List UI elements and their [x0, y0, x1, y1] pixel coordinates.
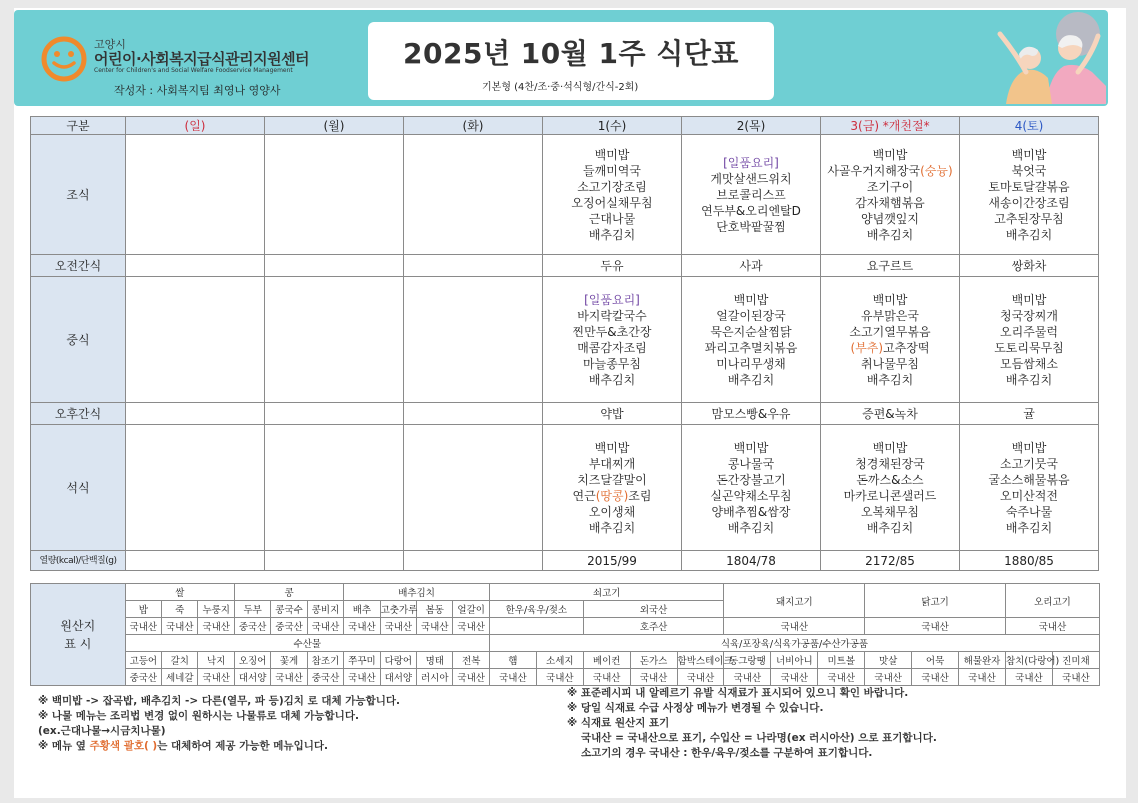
meal-cell — [543, 135, 682, 255]
origin-value: 국내산 — [417, 618, 453, 635]
substitute-option: (숭늉) — [920, 163, 953, 178]
notes-left — [38, 694, 400, 754]
origin-row — [31, 618, 1100, 635]
menu-item: 고추된장무침 — [994, 211, 1064, 226]
origin-item: 고춧가루 — [380, 601, 416, 618]
menu-item: 백미밥 — [1011, 440, 1047, 455]
origin-value: 국내산 — [198, 618, 234, 635]
origin-item: 함박스테이크 — [677, 652, 724, 669]
menu-item: 배추김치 — [866, 520, 914, 535]
origin-item: 얼갈이 — [453, 601, 489, 618]
origin-value: 국내산 — [1052, 669, 1099, 686]
origin-item: 쭈꾸미 — [344, 652, 380, 669]
snack-cell — [265, 403, 404, 425]
snack-cell — [404, 255, 543, 277]
menu-item: 오미산적전 — [1000, 488, 1058, 503]
snack-cell: 쌍화차 — [960, 255, 1099, 277]
menu-item: 유부맑은국 — [861, 308, 919, 323]
origin-item: 죽 — [162, 601, 198, 618]
menu-item: 단호박팥꿀찜 — [716, 219, 786, 234]
meal-cell — [265, 135, 404, 255]
menu-row — [31, 551, 1099, 571]
menu-item: 북엇국 — [1011, 163, 1047, 178]
origin-value: 국내산 — [912, 669, 959, 686]
meal-cell — [404, 277, 543, 403]
origin-item: 고등어 — [125, 652, 161, 669]
snack-cell: 약밥 — [543, 403, 682, 425]
origin-item: 콩국수 — [271, 601, 307, 618]
origin-value: 국내산 — [162, 618, 198, 635]
origin-value: 국내산 — [271, 669, 307, 686]
origin-value: 국내산 — [1005, 669, 1052, 686]
origin-row — [31, 652, 1100, 669]
origin-value: 국내산 — [630, 669, 677, 686]
menu-item: 게맛살샌드위치 — [710, 171, 792, 186]
day-header: 2(목) — [682, 117, 821, 135]
menu-item: 백미밥 — [594, 147, 630, 162]
origin-item: 해물완자 — [959, 652, 1006, 669]
note-highlight: 주황색 괄호( ) — [89, 740, 158, 752]
nutrition-cell: 1880/85 — [960, 551, 1099, 571]
day-header: (화) — [404, 117, 543, 135]
menu-item: 감자채햄볶음 — [855, 195, 925, 210]
origin-item: 외국산 — [583, 601, 724, 618]
note-line — [38, 739, 400, 754]
note-line: ※ 나물 메뉴는 조리법 변경 없이 원하시는 나물류로 대체 가능합니다. — [38, 710, 359, 722]
nutrition-cell — [404, 551, 543, 571]
origin-item: 다랑어 — [380, 652, 416, 669]
origin-group: 닭고기 — [865, 584, 1006, 618]
center-logo-icon — [40, 35, 88, 83]
substitute-option: (부추) — [850, 340, 884, 355]
menu-item: 양배추찜&쌈장 — [711, 504, 791, 519]
menu-item: 연근(땅콩)조림 — [572, 488, 652, 503]
origin-group: 식육/포장육/식육가공품/수산가공품 — [489, 635, 1099, 652]
note-text: ※ 메뉴 옆 — [38, 740, 90, 752]
meal-cell — [126, 425, 265, 551]
menu-item: 매콤감자조림 — [577, 340, 647, 355]
note-line: (ex.근대나물→시금치나물) — [38, 725, 166, 737]
menu-item: 백미밥 — [733, 292, 769, 307]
origin-value: 국내산 — [677, 669, 724, 686]
menu-item: 얼갈이된장국 — [716, 308, 786, 323]
origin-value: 대서양 — [234, 669, 270, 686]
author-line: 작성자 : 사회복지팀 최영나 영양사 — [114, 84, 281, 97]
origin-item: 봄동 — [417, 601, 453, 618]
menu-item: 연두부&오리엔탈D — [701, 203, 801, 218]
row-label: 조식 — [31, 135, 126, 255]
menu-item: 배추김치 — [588, 520, 636, 535]
origin-value: 대서양 — [380, 669, 416, 686]
meal-cell — [404, 135, 543, 255]
page-subtitle: 기본형 (4찬/조·중·석식형/간식-2회) — [482, 82, 639, 93]
menu-item: 백미밥 — [872, 440, 908, 455]
origin-item: 돈가스 — [630, 652, 677, 669]
origin-value: 국내산 — [865, 669, 912, 686]
menu-item: 조기구이 — [866, 179, 914, 194]
origin-label-line: 원산지 — [60, 618, 96, 633]
origin-group: 돼지고기 — [724, 584, 865, 618]
origin-value: 중국산 — [271, 618, 307, 635]
substitute-option: (땅콩) — [595, 488, 629, 503]
origin-item: 전복 — [453, 652, 489, 669]
origin-item: 참조기 — [307, 652, 343, 669]
origin-value: 호주산 — [583, 618, 724, 635]
elderly-couple-illustration-icon — [966, 14, 1106, 104]
menu-item: 배추김치 — [1005, 520, 1053, 535]
nutrition-cell — [265, 551, 404, 571]
menu-item: 배추김치 — [588, 227, 636, 242]
menu-item: 배추김치 — [588, 372, 636, 387]
snack-cell: 맘모스빵&우유 — [682, 403, 821, 425]
corner-label: 구분 — [31, 117, 126, 135]
menu-item: [일품요리] — [584, 292, 640, 307]
origin-value: 국내산 — [536, 669, 583, 686]
menu-item: 소고기장조림 — [577, 179, 647, 194]
menu-item: 청국장찌개 — [1000, 308, 1058, 323]
menu-item: 근대나물 — [588, 211, 636, 226]
origin-group: 콩 — [234, 584, 343, 601]
origin-value: 국내산 — [489, 669, 536, 686]
origin-item: 너비아니 — [771, 652, 818, 669]
org-city: 고양시 — [94, 38, 126, 51]
origin-value: 국내산 — [198, 669, 234, 686]
nutrition-cell: 2015/99 — [543, 551, 682, 571]
menu-item: [일품요리] — [723, 155, 779, 170]
origin-value: 국내산 — [583, 669, 630, 686]
menu-item: 실곤약채소무침 — [710, 488, 792, 503]
origin-group: 배추김치 — [344, 584, 490, 601]
origin-value: 국내산 — [307, 618, 343, 635]
note-line: ※ 식재료 원산지 표기 — [567, 717, 670, 729]
note-text: 는 대체하여 제공 가능한 메뉴입니다. — [157, 740, 328, 752]
menu-item: (부추)고추장떡 — [850, 340, 930, 355]
row-label: 오후간식 — [31, 403, 126, 425]
row-label: 석식 — [31, 425, 126, 551]
note-line: 국내산 = 국내산으로 표기, 수입산 = 나라명(ex 러시아산) 으로 표기합니다. — [581, 732, 937, 744]
menu-item: 배추김치 — [727, 372, 775, 387]
nutrition-cell — [126, 551, 265, 571]
origin-item: 한우/육우/젖소 — [489, 601, 583, 618]
origin-item: 참치(다랑어) — [1005, 652, 1052, 669]
nutrition-cell: 1804/78 — [682, 551, 821, 571]
origin-item: 밥 — [125, 601, 161, 618]
snack-cell — [265, 255, 404, 277]
origin-group: 쌀 — [125, 584, 234, 601]
snack-cell: 두유 — [543, 255, 682, 277]
origin-item: 누룽지 — [198, 601, 234, 618]
menu-item: 부대찌개 — [588, 456, 636, 471]
menu-item: 양념깻잎지 — [861, 211, 919, 226]
snack-cell: 사과 — [682, 255, 821, 277]
meal-cell — [543, 425, 682, 551]
note-line: 소고기의 경우 국내산 : 한우/육우/젖소를 구분하여 표기합니다. — [581, 747, 873, 759]
menu-item: 토마토달걀볶음 — [988, 179, 1070, 194]
menu-item: 새송이간장조림 — [988, 195, 1070, 210]
menu-item: 백미밥 — [872, 147, 908, 162]
meal-cell — [126, 277, 265, 403]
menu-item: 청경채된장국 — [855, 456, 925, 471]
origin-item: 오징어 — [234, 652, 270, 669]
menu-item: 오리주물럭 — [1000, 324, 1058, 339]
menu-item: 들깨미역국 — [583, 163, 641, 178]
menu-item: 모듬쌈채소 — [1000, 356, 1058, 371]
meal-cell — [543, 277, 682, 403]
origin-value: 국내산 — [453, 669, 489, 686]
menu-item: 굴소스해물볶음 — [988, 472, 1070, 487]
origin-value: 국내산 — [771, 669, 818, 686]
menu-row — [31, 255, 1099, 277]
origin-value: 국내산 — [865, 618, 1006, 635]
origin-value: 세네갈 — [162, 669, 198, 686]
meal-cell — [821, 135, 960, 255]
menu-item: 브로콜리스프 — [716, 187, 786, 202]
meal-cell — [821, 425, 960, 551]
org-name: 어린이·사회복지급식관리지원센터 — [94, 50, 310, 68]
origin-value: 국내산 — [344, 669, 380, 686]
menu-item: 소고기뭇국 — [1000, 456, 1058, 471]
origin-item: 소세지 — [536, 652, 583, 669]
menu-item: 취나물무침 — [861, 356, 919, 371]
origin-value: 국내산 — [724, 618, 865, 635]
origin-value: 국내산 — [125, 618, 161, 635]
snack-cell — [126, 403, 265, 425]
origin-value: 국내산 — [380, 618, 416, 635]
snack-cell: 증편&녹차 — [821, 403, 960, 425]
menu-item: 배추김치 — [727, 520, 775, 535]
origin-value: 국내산 — [344, 618, 380, 635]
menu-item: 미나리무생채 — [716, 356, 786, 371]
origin-item: 맛살 — [865, 652, 912, 669]
origin-value: 중국산 — [125, 669, 161, 686]
origin-value: 러시아 — [417, 669, 453, 686]
menu-row — [31, 135, 1099, 255]
meal-cell — [126, 135, 265, 255]
meal-cell — [821, 277, 960, 403]
meal-cell — [682, 135, 821, 255]
meal-cell — [960, 425, 1099, 551]
menu-item: 배추김치 — [866, 372, 914, 387]
menu-item: 배추김치 — [866, 227, 914, 242]
menu-item: 백미밥 — [1011, 292, 1047, 307]
origin-item: 어묵 — [912, 652, 959, 669]
row-label: 중식 — [31, 277, 126, 403]
meal-cell — [404, 425, 543, 551]
day-header: 1(수) — [543, 117, 682, 135]
origin-value — [489, 618, 583, 635]
menu-item: 숙주나물 — [1005, 504, 1053, 519]
note-line: ※ 표준레시피 내 알레르기 유발 식재료가 표시되어 있으니 확인 바랍니다. — [567, 687, 909, 699]
origin-group: 오리고기 — [1005, 584, 1099, 618]
menu-item: 치즈달걀말이 — [577, 472, 647, 487]
menu-item: 콩나물국 — [727, 456, 775, 471]
menu-item: 묵은지순살찜닭 — [710, 324, 792, 339]
origin-item: 두부 — [234, 601, 270, 618]
meal-cell — [960, 277, 1099, 403]
origin-row — [31, 669, 1100, 686]
origin-value: 중국산 — [307, 669, 343, 686]
menu-row — [31, 425, 1099, 551]
meal-cell — [682, 425, 821, 551]
menu-item: 바지락칼국수 — [577, 308, 647, 323]
origin-item: 배추 — [344, 601, 380, 618]
menu-item: 오복채무침 — [861, 504, 919, 519]
menu-item: 오징어실채무침 — [571, 195, 653, 210]
menu-item: 소고기열무볶음 — [849, 324, 931, 339]
menu-item: 백미밥 — [594, 440, 630, 455]
notes-right — [567, 686, 937, 761]
origin-row — [31, 635, 1100, 652]
origin-value: 국내산 — [453, 618, 489, 635]
origin-item: 갈치 — [162, 652, 198, 669]
origin-row — [31, 584, 1100, 601]
menu-item: 돈간장불고기 — [716, 472, 786, 487]
meal-cell — [265, 277, 404, 403]
origin-value: 국내산 — [818, 669, 865, 686]
origin-group: 수산물 — [125, 635, 489, 652]
snack-cell: 요구르트 — [821, 255, 960, 277]
menu-item: 마늘종무침 — [583, 356, 641, 371]
menu-item: 배추김치 — [1005, 227, 1053, 242]
day-header: (일) — [126, 117, 265, 135]
origin-item: 콩비지 — [307, 601, 343, 618]
origin-item: 베이컨 — [583, 652, 630, 669]
menu-row — [31, 277, 1099, 403]
day-header: 4(토) — [960, 117, 1099, 135]
page-title: 2025년 10월 1주 식단표 — [403, 37, 739, 70]
menu-item: 찐만두&초간장 — [572, 324, 652, 339]
menu-table — [30, 116, 1099, 571]
menu-item: 백미밥 — [733, 440, 769, 455]
origin-label — [31, 584, 126, 686]
note-line: ※ 당일 식재료 수급 사정상 메뉴가 변경될 수 있습니다. — [567, 702, 824, 714]
menu-item: 돈까스&소스 — [856, 472, 924, 487]
origin-value: 국내산 — [724, 669, 771, 686]
menu-item: 오이생채 — [588, 504, 636, 519]
day-header: (월) — [265, 117, 404, 135]
origin-label-line: 표 시 — [64, 636, 92, 651]
day-header-row — [31, 117, 1099, 135]
menu-item: 백미밥 — [1011, 147, 1047, 162]
origin-item: 낙지 — [198, 652, 234, 669]
origin-item: 동그랑땡 — [724, 652, 771, 669]
snack-cell: 귤 — [960, 403, 1099, 425]
meal-cell — [682, 277, 821, 403]
org-english-name: Center for Children's and Social Welfare Foodservice Management — [94, 67, 293, 74]
day-header: 3(금) *개천절* — [821, 117, 960, 135]
origin-item: 명태 — [417, 652, 453, 669]
origin-table — [30, 583, 1100, 686]
origin-item: 꽃게 — [271, 652, 307, 669]
title-box — [368, 22, 774, 100]
origin-value: 국내산 — [1005, 618, 1099, 635]
menu-item: 배추김치 — [1005, 372, 1053, 387]
origin-item: 미트볼 — [818, 652, 865, 669]
origin-item: 진미채 — [1052, 652, 1099, 669]
origin-group: 쇠고기 — [489, 584, 724, 601]
nutrition-cell: 2172/85 — [821, 551, 960, 571]
note-line: ※ 백미밥 -> 잡곡밥, 배추김치 -> 다른(열무, 파 등)김치 로 대체 가능합니다. — [38, 695, 401, 707]
menu-item: 도토리묵무침 — [994, 340, 1064, 355]
origin-value: 중국산 — [234, 618, 270, 635]
snack-cell — [126, 255, 265, 277]
row-label: 오전간식 — [31, 255, 126, 277]
snack-cell — [404, 403, 543, 425]
origin-value: 국내산 — [959, 669, 1006, 686]
menu-item: 사골우거지해장국(숭늉) — [827, 163, 953, 178]
origin-item: 햄 — [489, 652, 536, 669]
row-label: 열량(kcal)/단백질(g) — [31, 551, 126, 571]
menu-item: 꽈리고추멸치볶음 — [704, 340, 798, 355]
meal-cell — [265, 425, 404, 551]
meal-cell — [960, 135, 1099, 255]
menu-item: 마카로니콘샐러드 — [843, 488, 937, 503]
menu-row — [31, 403, 1099, 425]
menu-item: 백미밥 — [872, 292, 908, 307]
